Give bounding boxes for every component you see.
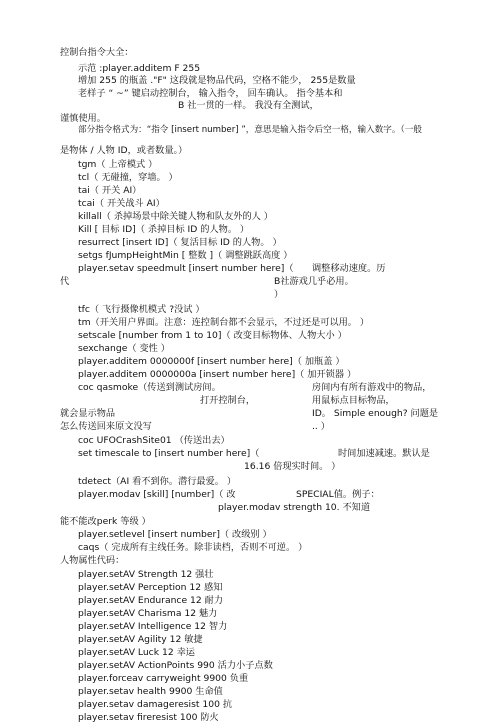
command-line: player.setav health 9900 生命值 bbox=[78, 686, 223, 697]
command-desc: ID。 Simple enough? 问题是 bbox=[312, 408, 439, 419]
command-line: Kill [ 目标 ID]（ 杀掉目标 ID 的人物。 ） bbox=[78, 224, 250, 235]
command-desc: 时间加速减速。默认是 bbox=[338, 448, 430, 459]
command-desc: .. ） bbox=[312, 421, 330, 432]
text-line: B社游戏几乎必用。 bbox=[274, 276, 354, 287]
text-line: 怎么传送回来原文没写 bbox=[60, 421, 152, 432]
command-desc: 房间内有所有游戏中的物品， bbox=[312, 382, 432, 393]
text-line: ） bbox=[274, 289, 284, 300]
doc-title: 控制台指令大全： bbox=[60, 47, 134, 58]
command-line: tgm（ 上帝模式 ） bbox=[78, 159, 158, 170]
command-line: player.modav [skill] [number]（ 改 bbox=[78, 489, 236, 500]
command-line: player.setAV Endurance 12 耐力 bbox=[78, 595, 224, 606]
command-line: player.setav speedmult [insert number here]（ bbox=[78, 263, 294, 274]
command-line: resurrect [insert ID]（ 复活目标 ID 的人物。 ） bbox=[78, 237, 282, 248]
command-line: setgs fJumpHeightMin [ 整数 ]（ 调整跳跃高度 ） bbox=[78, 250, 293, 261]
command-line: tfc（ 飞行摄像机模式 ?没试 ） bbox=[78, 304, 205, 315]
command-line: player.setAV Agility 12 敏捷 bbox=[78, 634, 203, 645]
command-line: tcai（ 开关战斗 AI） bbox=[78, 198, 165, 209]
command-line: player.additem 0000000a [insert number here]（ 加开锁器 ） bbox=[78, 369, 357, 380]
command-desc: player.modav strength 10. 不知道 bbox=[218, 502, 371, 513]
command-line: player.forceav carryweight 9900 负重 bbox=[78, 673, 249, 684]
command-line: tcl（ 无碰撞，穿墙。 ） bbox=[78, 172, 178, 183]
command-line: player.setAV Strength 12 强壮 bbox=[78, 569, 214, 580]
text-line: 能不能改perk 等级 ） bbox=[60, 516, 151, 527]
command-desc: 调整移动速度。历 bbox=[312, 263, 386, 274]
command-line: player.setlevel [insert number]（ 改级别 ） bbox=[78, 529, 272, 540]
command-line: player.setAV Perception 12 感知 bbox=[78, 582, 223, 593]
command-line: player.setAV Charisma 12 魅力 bbox=[78, 608, 218, 619]
command-line: coc qasmoke（传送到测试房间。 bbox=[78, 382, 221, 393]
section-heading: 人物属性代码： bbox=[60, 555, 125, 566]
text-line: 增加 255 的瓶盖 ."F" 这段就是物品代码，空格不能少， 255是数量 bbox=[78, 75, 356, 86]
text-line: 示范 :player.additem F 255 bbox=[78, 63, 201, 74]
command-line: killall（ 杀掉场景中除关键人物和队友外的人 ） bbox=[78, 211, 273, 222]
text-line: 谨慎使用。 bbox=[60, 113, 106, 124]
command-line: setscale [number from 1 to 10]（ 改变目标物体、人物大小 ） bbox=[78, 330, 347, 341]
command-line: sexchange（ 变性 ） bbox=[78, 343, 170, 354]
command-line: tai（ 开关 AI） bbox=[78, 185, 142, 196]
text-line: 代 bbox=[60, 276, 70, 287]
command-line: tdetect（AI 看不到你。潜行最爱。 ） bbox=[78, 476, 237, 487]
text-line: 就会显示物品 bbox=[60, 408, 116, 419]
command-line: coc UFOCrashSite01 （传送出去） bbox=[78, 435, 230, 446]
command-desc: 打开控制台， bbox=[200, 395, 256, 406]
command-line: caqs（ 完成所有主线任务。除非读档，否则不可逆。 ） bbox=[78, 542, 308, 553]
text-line: B 社一贯的一样。 我没有全测试， bbox=[178, 100, 319, 111]
command-line: player.setAV Luck 12 幸运 bbox=[78, 647, 195, 658]
command-line: player.setAV Intelligence 12 智力 bbox=[78, 621, 228, 632]
command-desc: 16.16 倍现实时间。 ） bbox=[244, 461, 341, 472]
command-line: player.setav damageresist 100 抗 bbox=[78, 699, 233, 710]
text-line: 部分指令格式为：“指令 [insert number] ”，意思是输入指令后空一格，输入数字。（一般 bbox=[78, 125, 422, 135]
text-line: 老样子 “ ~” 键启动控制台， 输入指令， 回车确认。 指令基本和 bbox=[78, 88, 343, 99]
command-line: player.additem 0000000f [insert number here]（ 加瓶盖 ） bbox=[78, 356, 345, 367]
command-desc: 用鼠标点目标物品， bbox=[312, 395, 395, 406]
command-line: player.setAV ActionPoints 990 活力小子点数 bbox=[78, 660, 273, 671]
command-line: player.setav fireresist 100 防火 bbox=[78, 712, 219, 723]
command-line: tm（开关用户界面。注意：连控制台都不会显示，不过还是可以用。 ） bbox=[78, 317, 370, 328]
command-line: set timescale to [insert number here]（ bbox=[78, 448, 260, 459]
text-line: 是物体 / 人物 ID，或者数量。） bbox=[60, 145, 188, 156]
command-desc: SPECIAL值。例子： bbox=[296, 489, 380, 500]
